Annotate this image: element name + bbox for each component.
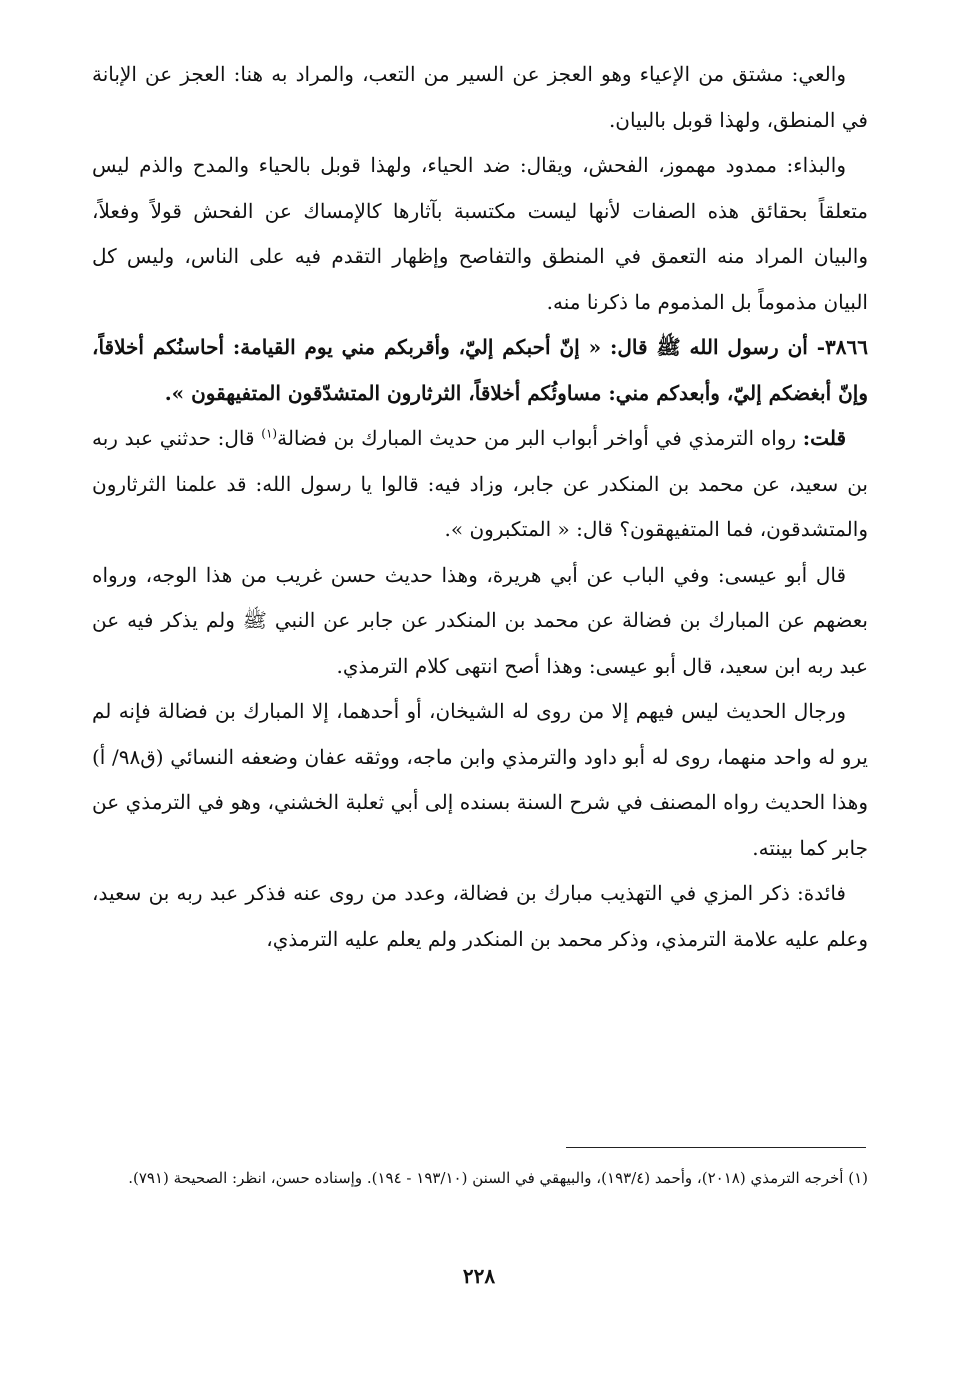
page-number: ٢٢٨: [462, 1264, 496, 1288]
footnotes: [92, 1162, 868, 1195]
hadith-number: ٣٨٦٦-: [816, 335, 869, 359]
commentary-before-ref: رواه الترمذي في أواخر أبواب البر من حديث المبارك بن فضالة: [277, 426, 797, 450]
paragraph-al-ayy: والعي: مشتق من الإعياء وهو العجز عن السير من التعب، والمراد به هنا: العجز عن الإبانة في المنطق، ولهذا قوبل بالبيان.: [92, 62, 868, 132]
commentary-lead: قلت:: [802, 426, 846, 450]
paragraph-faida: فائدة: ذكر المزي في التهذيب مبارك بن فضالة، وعدد من روى عنه فذكر عبد ربه بن سعيد، وعلم عليه علامة الترمذي، وذكر محمد بن المنكدر ولم يعلم عليه الترمذي،: [92, 881, 868, 951]
hadith-block: [92, 325, 868, 416]
paragraph-al-badha: والبذاء: ممدود مهموز، الفحش، ويقال: ضد الحياء، ولهذا قوبل بالحياء والمدح والذم ليس متعلقاً بحقائق هذه الصفات لأنها ليست مكتسبة بآثارها كالإمساك عن الفحش قولاً وفعلاً، والبيان المراد منه التعمق في المنطق والتفاصح وإظهار التقدم فيه على الناس، وليس كل البيان مذموماً بل المذموم ما ذكرنا منه.: [92, 153, 868, 314]
commentary-after-ref: قال: حدثني عبد ربه بن سعيد، عن محمد بن المنكدر عن جابر، وزاد فيه: قالوا يا رسول الله: قد علمنا الثرثارون والمتشدقون، فما المتفيهقون؟ قال: « المتكبرون ».: [92, 426, 868, 541]
paragraph-abu-isa: قال أبو عيسى: وفي الباب عن أبي هريرة، وهذا حديث حسن غريب من هذا الوجه، ورواه بعضهم عن المبارك بن فضالة عن محمد بن المنكدر عن جابر عن النبي ﷺ ولم يذكر فيه عن عبد ربه ابن سعيد، قال أبو عيسى: وهذا أصح انتهى كلام الترمذي.: [92, 562, 868, 678]
paragraph-rijal: ورجال الحديث ليس فيهم إلا من روى له الشيخان، أو أحدهما، إلا المبارك بن فضالة فإنه لم يرو له واحد منهما، روى له أبو داود والترمذي وابن ماجه، ووثقه عفان وضعفه النسائي (ق٩٨/ أ) وهذا الحديث رواه المصنف في شرح السنة بسنده إلى أبي ثعلبة الخشني، وهو في الترمذي عن جابر كما بينته.: [92, 699, 868, 860]
main-text: [92, 52, 868, 962]
footnote-marker: (١): [261, 426, 278, 441]
footnote-divider: [566, 1147, 866, 1148]
paragraph-commentary: [92, 416, 868, 553]
footnote-1: (١) أخرجه الترمذي (٢٠١٨)، وأحمد (١٩٣/٤)، والبيهقي في السنن (١٩٣/١٠ - ١٩٤). وإسناده حسن، انظر: الصحيحة (٧٩١).: [128, 1169, 868, 1187]
hadith-text: أن رسول الله ﷺ قال: « إنّ أحبكم إليّ، وأقربكم مني يوم القيامة: أحاسنُكم أخلاقاً، وإنّ أبغضكم إليّ، وأبعدكم مني: مساوئُكم أخلاقاً، الثرثارون المتشدّقون المتفيهقون ».: [92, 335, 868, 405]
